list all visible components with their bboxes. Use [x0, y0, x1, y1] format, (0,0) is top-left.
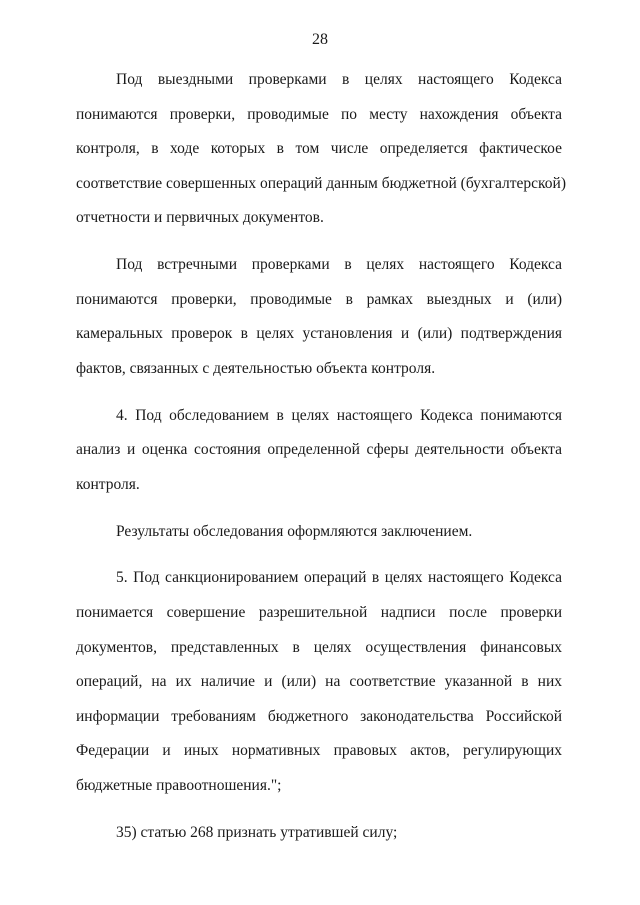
text-line: бюджетные правоотношения."; [76, 777, 282, 795]
text-line: контроля, в ходе которых в том числе определяется фактическое [76, 140, 562, 158]
text-line: камеральных проверок в целях установления и (или) подтверждения [76, 325, 562, 343]
paragraph [76, 399, 562, 503]
text-line: понимаются проверки, проводимые в рамках выездных и (или) [76, 290, 562, 308]
text-line: 5. Под санкционированием операций в целях настоящего Кодекса [116, 569, 562, 587]
text-line: информации требованиям бюджетного законодательства Российской [76, 707, 562, 725]
paragraph [76, 63, 566, 236]
text-line: 35) статью 268 признать утратившей силу; [116, 823, 398, 841]
text-line: Федерации и иных нормативных правовых актов, регулирующих [76, 742, 562, 760]
text-line: анализ и оценка состояния определенной сферы деятельности объекта [76, 441, 562, 459]
paragraph [76, 248, 562, 386]
page-number: 28 [312, 31, 328, 48]
text-line: документов, представленных в целях осуществления финансовых [76, 638, 562, 656]
text-line: Под встречными проверками в целях настоящего Кодекса [116, 256, 562, 274]
paragraph [76, 561, 562, 803]
text-line: фактов, связанных с деятельностью объекта контроля. [76, 359, 436, 377]
document-body [76, 63, 566, 850]
text-line: операций, на их наличие и (или) на соответствие указанной в них [76, 673, 562, 691]
text-line: понимаются проверки, проводимые по месту нахождения объекта [76, 105, 562, 123]
text-line: Под выездными проверками в целях настоящего Кодекса [116, 71, 562, 88]
text-line: соответствие совершенных операций данным бюджетной (бухгалтерской) [76, 174, 566, 192]
text-line: контроля. [76, 475, 140, 493]
text-line: понимается совершение разрешительной надписи после проверки [76, 604, 562, 622]
paragraph [76, 816, 562, 851]
text-line: отчетности и первичных документов. [76, 209, 324, 227]
paragraph [76, 515, 562, 550]
text-line: Результаты обследования оформляются заключением. [116, 522, 473, 540]
text-line: 4. Под обследованием в целях настоящего Кодекса понимаются [116, 406, 562, 424]
